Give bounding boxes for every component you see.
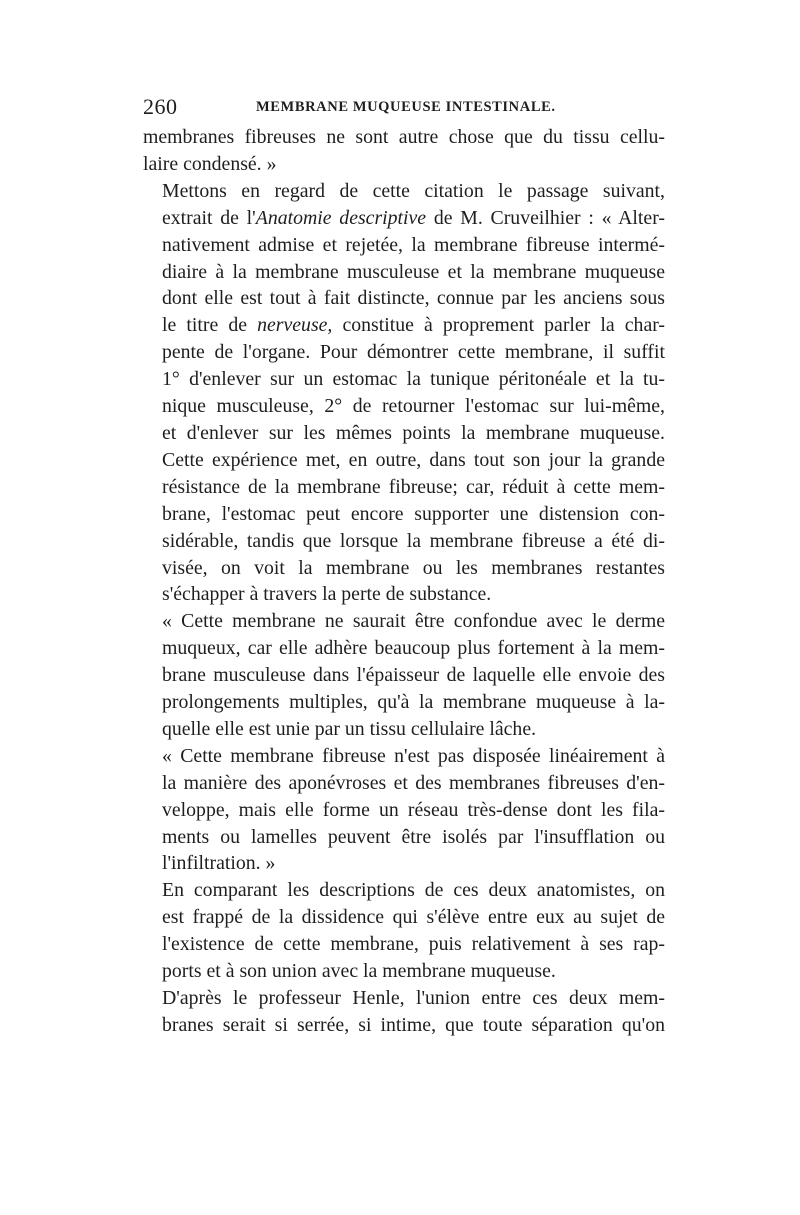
text-line: laire condensé. » bbox=[143, 152, 277, 175]
text-line: veloppe, mais elle forme un réseau très-dense dont les fila- bbox=[162, 798, 665, 821]
text-line: nativement admise et rejetée, la membrane fibreuse intermé- bbox=[162, 233, 665, 256]
body-text bbox=[143, 124, 665, 1039]
text-line: « Cette membrane ne saurait être confondue avec le derme bbox=[162, 610, 665, 633]
book-page bbox=[143, 94, 665, 1039]
text-line: muqueux, car elle adhère beaucoup plus fortement à la mem- bbox=[162, 637, 665, 660]
paragraph bbox=[143, 608, 665, 743]
text-line: Mettons en regard de cette citation le passage suivant, bbox=[162, 179, 665, 202]
text-line: En comparant les descriptions de ces deux anatomistes, on bbox=[162, 879, 665, 902]
text-line: s'échapper à travers la perte de substance. bbox=[162, 583, 492, 606]
text-line: et d'enlever sur les mêmes points la membrane muqueuse. bbox=[162, 421, 665, 444]
paragraph bbox=[143, 178, 665, 609]
text-line: diaire à la membrane musculeuse et la membrane muqueuse bbox=[162, 260, 665, 283]
paragraph bbox=[143, 985, 665, 1039]
text-line: brane musculeuse dans l'épaisseur de laquelle elle envoie des bbox=[162, 664, 665, 687]
text-line: résistance de la membrane fibreuse; car, réduit à cette mem- bbox=[162, 475, 665, 498]
text-line: quelle elle est unie par un tissu cellulaire lâche. bbox=[162, 717, 537, 740]
paragraph bbox=[143, 877, 665, 985]
text-line: l'existence de cette membrane, puis relativement à ses rap- bbox=[162, 933, 665, 956]
text-line: le titre de nerveuse, constitue à proprement parler la char- bbox=[162, 314, 665, 337]
text-line: D'après le professeur Henle, l'union entre ces deux mem- bbox=[162, 987, 665, 1009]
text-line: est frappé de la dissidence qui s'élève entre eux au sujet de bbox=[162, 906, 665, 929]
text-line: nique musculeuse, 2° de retourner l'estomac sur lui-même, bbox=[162, 395, 665, 418]
text-line: extrait de l'Anatomie descriptive de M. Cruveilhier : « Alter- bbox=[162, 206, 665, 229]
text-line: ports et à son union avec la membrane muqueuse. bbox=[162, 960, 556, 983]
text-line: dont elle est tout à fait distincte, connue par les anciens sous bbox=[162, 287, 665, 310]
text-line: 1° d'enlever sur un estomac la tunique péritonéale et la tu- bbox=[162, 368, 665, 391]
text-line: branes serait si serrée, si intime, que toute séparation qu'on bbox=[162, 1013, 665, 1036]
text-line: la manière des aponévroses et des membranes fibreuses d'en- bbox=[162, 771, 665, 794]
text-line: prolongements multiples, qu'à la membrane muqueuse à la- bbox=[162, 691, 665, 714]
page-number: 260 bbox=[143, 94, 178, 119]
text-line: ments ou lamelles peuvent être isolés par l'insufflation ou bbox=[162, 825, 665, 848]
text-line: membranes fibreuses ne sont autre chose que du tissu cellu- bbox=[143, 126, 665, 148]
running-head bbox=[143, 94, 665, 124]
text-line: pente de l'organe. Pour démontrer cette membrane, il suffit bbox=[162, 341, 665, 364]
italic-text: nerveuse, bbox=[257, 314, 333, 337]
text-line: visée, on voit la membrane ou les membranes restantes bbox=[162, 556, 665, 579]
text-line: sidérable, tandis que lorsque la membrane fibreuse a été di- bbox=[162, 529, 665, 552]
running-title: MEMBRANE MUQUEUSE INTESTINALE. bbox=[256, 99, 556, 115]
text-line: « Cette membrane fibreuse n'est pas disposée linéairement à bbox=[162, 744, 665, 767]
text-line: Cette expérience met, en outre, dans tout son jour la grande bbox=[162, 448, 665, 471]
italic-text: Anatomie descriptive bbox=[255, 206, 427, 229]
paragraph bbox=[143, 743, 665, 878]
text-line: brane, l'estomac peut encore supporter une distension con- bbox=[162, 502, 665, 525]
text-line: l'infiltration. » bbox=[162, 852, 276, 875]
paragraph bbox=[143, 124, 665, 178]
